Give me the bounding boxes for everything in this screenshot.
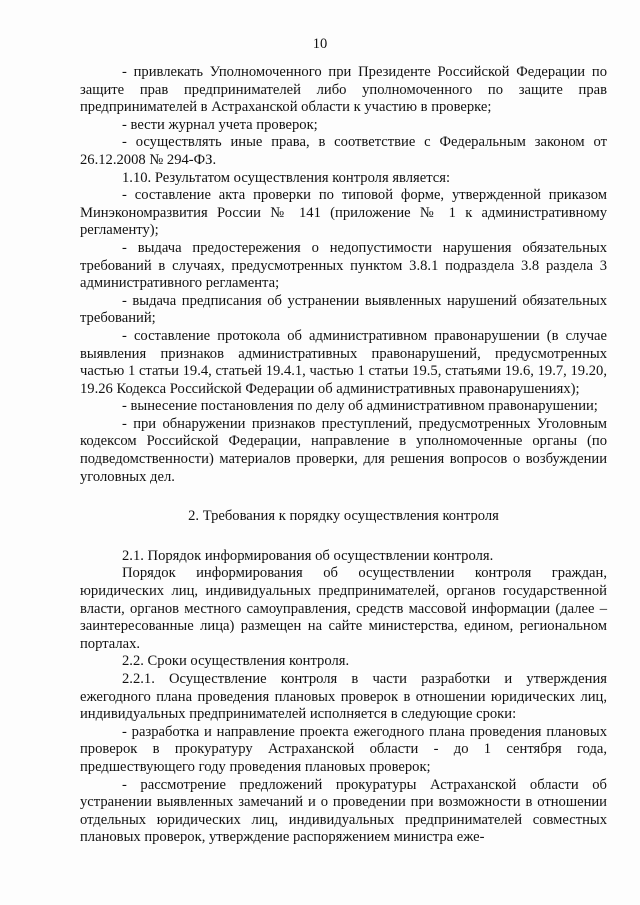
paragraph-annual-plan-terms: 2.2.1. Осуществление контроля в части разработки и утверждения ежегодного плана проведения плановых проверок в отношении юридических лиц, индивидуальных предпринимателей исполняется в следующие сроки: <box>80 671 607 723</box>
page-number: 10 <box>312 36 328 52</box>
paragraph-plan-draft: - разработка и направление проекта ежегодного плана проведения плановых проверок в прокуратуру Астраханской области - до 1 сентября года, предшествующего году проведения плановых проверок; <box>80 723 607 775</box>
section-heading: 2. Требования к порядку осуществления контроля <box>188 508 499 525</box>
paragraph-protocol: - составление протокола об административном правонарушении (в случае выявления признаков административных правонарушений, предусмотренных частью 1 статьи 19.4, статьей 19.4.1, частью 1 статьи 19.5, статьями 19.6, 19.7, 19.20, 19.26 Кодекса Российской Федерации об административных правонарушениях); <box>80 327 607 397</box>
paragraph-control-terms-title: 2.2. Сроки осуществления контроля. <box>122 653 350 670</box>
paragraph-resolution: - вынесение постановления по делу об административном правонарушении; <box>122 398 598 415</box>
paragraph-notify-ombudsman: - привлекать Уполномоченного при Президенте Российской Федерации по защите прав предпринимателей либо уполномоченного по защите прав предпринимателей в Астраханской области к участию в проверке; <box>80 64 607 116</box>
paragraph-informing-procedure: Порядок информирования об осуществлении контроля граждан, юридических лиц, индивидуальных предпринимателей, органов государственной власти, органов местного самоуправления, средств массовой информации (далее – заинтересованные лица) размещен на сайте министерства, едином, региональном порталах. <box>80 565 607 652</box>
paragraph-inspection-log: - вести журнал учета проверок; <box>122 116 318 133</box>
paragraph-prosecutor-proposals: - рассмотрение предложений прокуратуры Астраханской области об устранении выявленных замечаний и о проведении при возможности в отношении отдельных юридических лиц, индивидуальных предпринимателей совместных плановых проверок, утверждение распоряжением министра еже- <box>80 776 607 846</box>
document-body <box>80 64 607 847</box>
paragraph-order: - выдача предписания об устранении выявленных нарушений обязательных требований; <box>80 292 607 327</box>
paragraph-informing-procedure-title: 2.1. Порядок информирования об осуществлении контроля. <box>122 547 494 564</box>
paragraph-warning: - выдача предостережения о недопустимости нарушения обязательных требований в случаях, предусмотренных пунктом 3.8.1 подраздела 3.8 раздела 3 административного регламента; <box>80 239 607 292</box>
paragraph-criminal-referral: - при обнаружении признаков преступлений, предусмотренных Уголовным кодексом Российской Федерации, направление в уполномоченные органы (по подведомственности) материалов проверки, для решения вопросов о возбуждении уголовных дел. <box>80 415 607 485</box>
paragraph-control-result: 1.10. Результатом осуществления контроля является: <box>122 169 451 186</box>
paragraph-inspection-act: - составление акта проверки по типовой форме, утвержденной приказом Минэкономразвития России № 141 (приложение № 1 к административному регламенту); <box>80 187 607 239</box>
paragraph-other-rights: - осуществлять иные права, в соответствие с Федеральным законом от 26.12.2008 № 294-ФЗ. <box>80 134 607 168</box>
